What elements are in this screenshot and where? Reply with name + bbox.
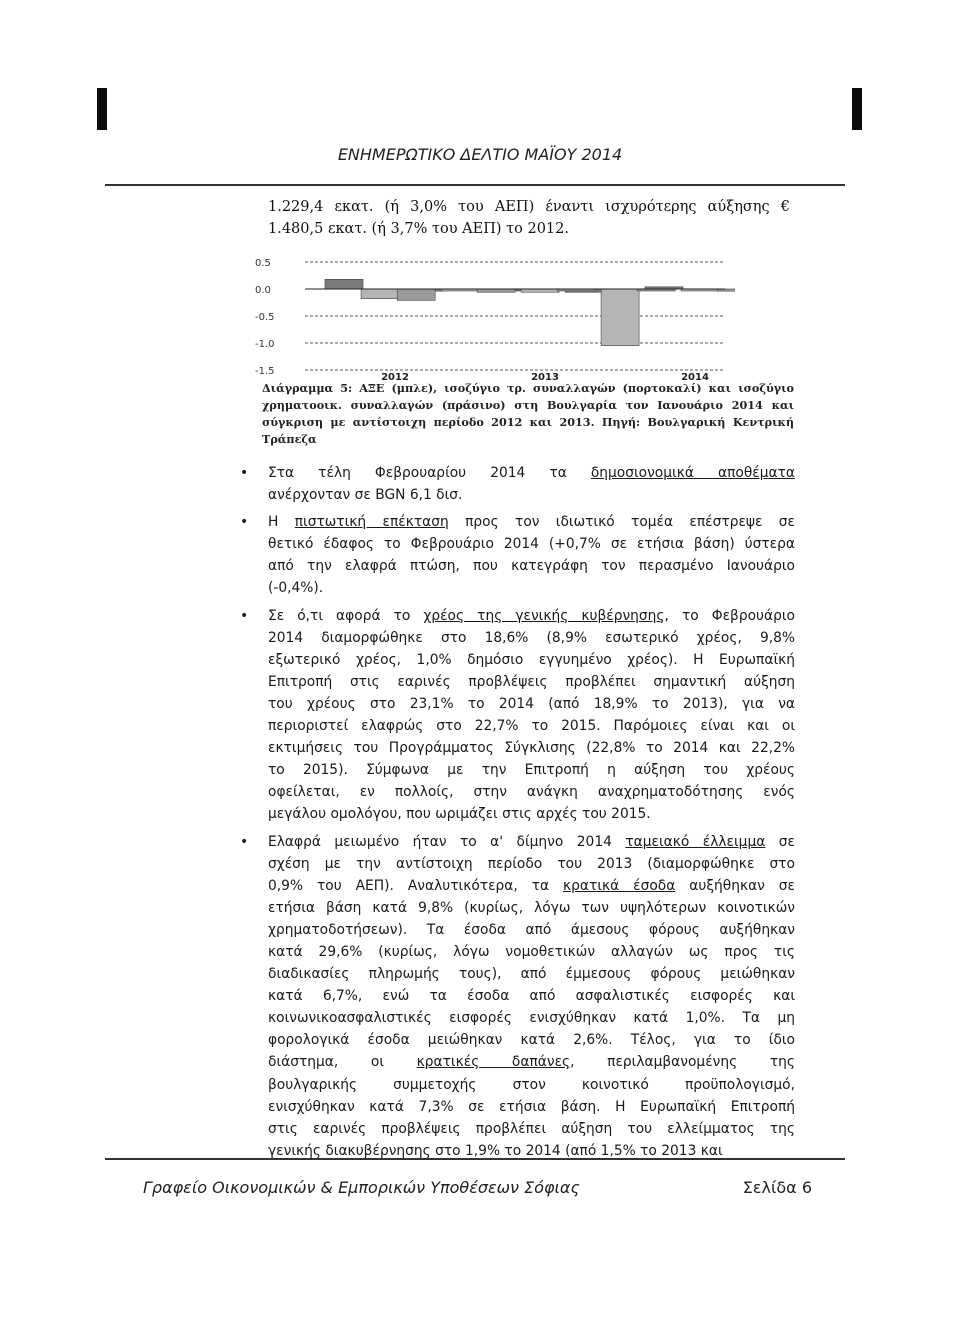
underlined-term: πιστωτική επέκταση [294, 514, 449, 531]
bullet-line: εξωτερικό χρέος, 1,0% δημόσιο εγγυημένο χρέος). Η Ευρωπαϊκή [268, 651, 795, 668]
bullet-line: Η πιστωτική επέκταση προς τον ιδιωτικό τομέα επέστρεψε σε [268, 514, 796, 531]
caption-line: σύγκριση με αντίστοιχη περίοδο 2012 και 2013. Πηγή: Βουλγαρική Κεντρική [262, 415, 794, 429]
chart-caption [262, 380, 794, 448]
bar [361, 289, 399, 299]
underlined-term: δημοσιονομικά αποθέματα [590, 465, 795, 481]
intro-line: 1.480,5 εκατ. (ή 3,7% του ΑΕΠ) το 2012. [268, 221, 569, 237]
bullet-dot-icon: • [240, 607, 249, 624]
bullet-line: θετικό έδαφος το Φεβρουάριο 2014 (+0,7% σε ετήσια βάση) ύστερα [268, 536, 795, 553]
x-tick-label: 2014 [681, 372, 709, 382]
bullet-line: Επιτροπή στις εαρινές προβλέψεις προβλέπει σημαντική αύξηση [268, 673, 795, 690]
underlined-term: κρατικά έσοδα [563, 877, 676, 894]
underlined-term: χρέος της γενικής κυβέρνησης [423, 607, 665, 624]
bullet-dot-icon: • [240, 465, 249, 481]
bullet-list [240, 462, 795, 1167]
bullet-item [240, 511, 795, 599]
bullet-line: φορολογικά έσοδα μειώθηκαν κατά 2,6%. Τέλος, για το ίδιο [268, 1032, 795, 1049]
bullet-line: οφείλεται, εν πολλοίς, στην ανάγκη αναχρηματοδότησης ενός [268, 784, 795, 801]
bullet-line: κοινωνικοασφαλιστικές εισφορές ενισχύθηκαν κατά 1,0%. Τα μη [268, 1010, 795, 1027]
footer-page-number: Σελίδα 6 [742, 1178, 812, 1197]
bullet-line: βουλγαρικής συμμετοχής στον κοινοτικό προϋπολογισμό, [268, 1076, 795, 1093]
underlined-term: κρατικές δαπάνες [416, 1054, 571, 1071]
y-tick-label: -0.5 [255, 312, 275, 323]
y-tick-label: -1.5 [255, 366, 275, 377]
bullet-dot-icon: • [240, 514, 249, 531]
bullet-item [240, 831, 795, 1162]
bar [601, 289, 639, 346]
y-tick-label: -1.0 [255, 339, 275, 350]
bullet-line: διάστημα, οι κρατικές δαπάνες, περιλαμβανομένης της [268, 1054, 795, 1071]
bar-chart [255, 252, 735, 382]
bullet-line: Ελαφρά μειωμένο ήταν το α' δίμηνο 2014 ταμειακό έλλειμμα σε [268, 833, 795, 850]
bullet-line: κατά 6,7%, ενώ τα έσοδα από ασφαλιστικές εισφορές και [268, 988, 795, 1005]
bullet-line: ενισχύθηκαν κατά 7,3% σε ετήσια βάση. Η Ευρωπαϊκή Επιτροπή [268, 1098, 795, 1115]
bullet-line: από την ελαφρά πτώση, που κατεγράφη τον περασμένο Ιανουάριο [268, 558, 795, 575]
bullet-line: Σε ό,τι αφορά το χρέος της γενικής κυβέρνησης, το Φεβρουάριο [268, 607, 795, 624]
bullet-line: διαδικασίες πληρωμής τους), από έμμεσους φόρους μειώθηκαν [268, 966, 795, 983]
bullet-line: σχέση με την αντίστοιχη περίοδο του 2013 (διαμορφώθηκε στο [268, 855, 795, 872]
bullet-line: του χρέους στο 23,1% το 2014 (από 18,9% το 2013), για να [268, 695, 795, 712]
bar [397, 289, 435, 300]
scan-edge-right [852, 88, 862, 130]
bullet-line: (-0,4%). [268, 580, 324, 597]
bullet-line: εκτιμήσεις του Προγράμματος Σύγκλισης (22,8% το 2014 και 22,2% [268, 740, 795, 757]
bullet-item [240, 462, 795, 506]
document-header-title: ΕΝΗΜΕΡΩΤΙΚΟ ΔΕΛΤΙΟ ΜΑΪΟΥ 2014 [337, 145, 623, 164]
caption-line: Τράπεζα [262, 432, 317, 446]
caption-line: χρηματοοικ. συναλλαγών (πράσινο) στη Βουλγαρία τον Ιανουάριο 2014 και [262, 398, 794, 412]
bullet-line: 2014 διαμορφώθηκε στο 18,6% (8,9% εσωτερικό χρέος, 9,8% [268, 629, 795, 646]
y-tick-label: 0.0 [255, 285, 271, 296]
scan-edge-left [97, 88, 107, 130]
bullet-line: ετήσια βάση κατά 9,8% (κυρίως, λόγω των υψηλότερων κοινοτικών [268, 899, 795, 916]
x-tick-label: 2012 [381, 372, 409, 382]
bar [325, 279, 363, 289]
caption-line: Διάγραμμα 5: ΑΞΕ (μπλε), ισοζύγιο τρ. συναλλαγών (πορτοκαλί) και ισοζύγιο [262, 381, 794, 395]
bullet-line: χρηματοδοτήσεων). Τα έσοδα από άμεσους φόρους αυξήθηκαν [268, 921, 795, 938]
bullet-line: γενικής διακυβέρνησης στο 1,9% το 2014 (από 1,5% το 2013 και [268, 1142, 723, 1159]
bullet-dot-icon: • [240, 833, 249, 850]
bullet-line: Στα τέλη Φεβρουαρίου 2014 τα δημοσιονομικά αποθέματα [268, 465, 795, 481]
x-tick-label: 2013 [531, 372, 559, 382]
footer-office-name: Γραφείο Οικονομικών & Εμπορικών Υποθέσεων Σόφιας [143, 1178, 580, 1197]
bullet-line: μεγάλου ομολόγου, που ωριμάζει στις αρχές του 2015. [268, 806, 651, 823]
bullet-line: το 2015). Σύμφωνα με την Επιτροπή η αύξηση του χρέους [268, 762, 795, 779]
underlined-term: ταμειακό έλλειμμα [625, 833, 766, 850]
bullet-line: περιοριστεί ελαφρώς στο 22,7% το 2015. Παρόμοιες είναι και οι [268, 718, 795, 735]
y-tick-label: 0.5 [255, 258, 271, 269]
bullet-line: στις εαρινές προβλέψεις προβλέπει αύξηση του ελλείμματος της [268, 1120, 795, 1137]
bullet-line: 0,9% του ΑΕΠ). Αναλυτικότερα, τα κρατικά έσοδα αυξήθηκαν σε [268, 877, 796, 894]
bullet-item [240, 605, 795, 826]
footer-rule [105, 1158, 845, 1160]
header-rule [105, 184, 845, 186]
intro-line: 1.229,4 εκατ. (ή 3,0% του ΑΕΠ) έναντι ισχυρότερης αύξησης € [268, 199, 790, 215]
bullet-line: κατά 29,6% (κυρίως, λόγω νομοθετικών αλλαγών ως προς τις [268, 943, 795, 960]
intro-paragraph [268, 196, 790, 240]
bullet-line: ανέρχονταν σε BGN 6,1 δισ. [268, 487, 463, 504]
